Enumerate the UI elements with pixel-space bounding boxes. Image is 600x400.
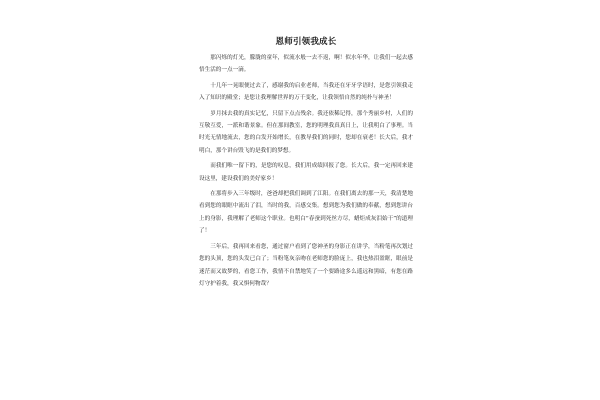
paragraph-4: 而我们唯一留下的，是您的叹息，我们用成绩回报了您。长大后，我一定再回来建设这里，建设我们的美好家乡！ <box>199 163 413 182</box>
paragraph-3: 岁月抹去我的真实记忆，只留下点点残余。我还依稀记得，那个秀丽乡村，人们的互敬互爱，一派和谐景象。但在那间教室，您的明理我真真日上，让我明白了事理。当时光无情地流去，您的白发开始增长，在教导我们的同时，您却在衰老！长大后，我才明白，那个讲台毁飞的是我们的梦想。 <box>199 110 413 154</box>
paragraph-1: 那闪烁的灯光，朦胧的童年，似流水般一去不返，啊！似水年华，让我们一起去感悟生活的一点一滴。 <box>199 55 413 74</box>
document-page <box>199 36 413 293</box>
paragraph-6: 三年后，我再回来看您，通过窗户看到了您神圣的身影正在讲学，当粉笔再次划过您的头顶，您的头发已白了；当粉笔灰亲吻在老师您的脸庞上，我也热泪盈眶，眼前是迷茫而又故梦的，看您工作，我情不自禁地笑了一个要路途多么遥远和黑暗，有您在路灯守护着我，我又惧何物哉？ <box>199 243 413 287</box>
paragraph-2: 十几年一晃眼便过去了，感谢我的启业老师，当我还在牙牙学语时，是您引领我走入了知识的殿堂；是您让我理解世界的万千变化，让我领悟自然的纯朴与神圣！ <box>199 82 413 102</box>
paragraph-5: 在那将步入三年级时，爸爸却把我们调到了江阳。在我们离去的那一天，我清楚地看到您的眼眶中流出了泪，当时的我，百感交集。想到您为我们做的奉献，想到您讲台上的身影，我理解了老师这个职业。也明白“春蚕到死丝方尽，蜡炬成灰泪始干”的道理了！ <box>199 191 413 235</box>
document-title: 恩师引领我成长 <box>275 37 337 47</box>
